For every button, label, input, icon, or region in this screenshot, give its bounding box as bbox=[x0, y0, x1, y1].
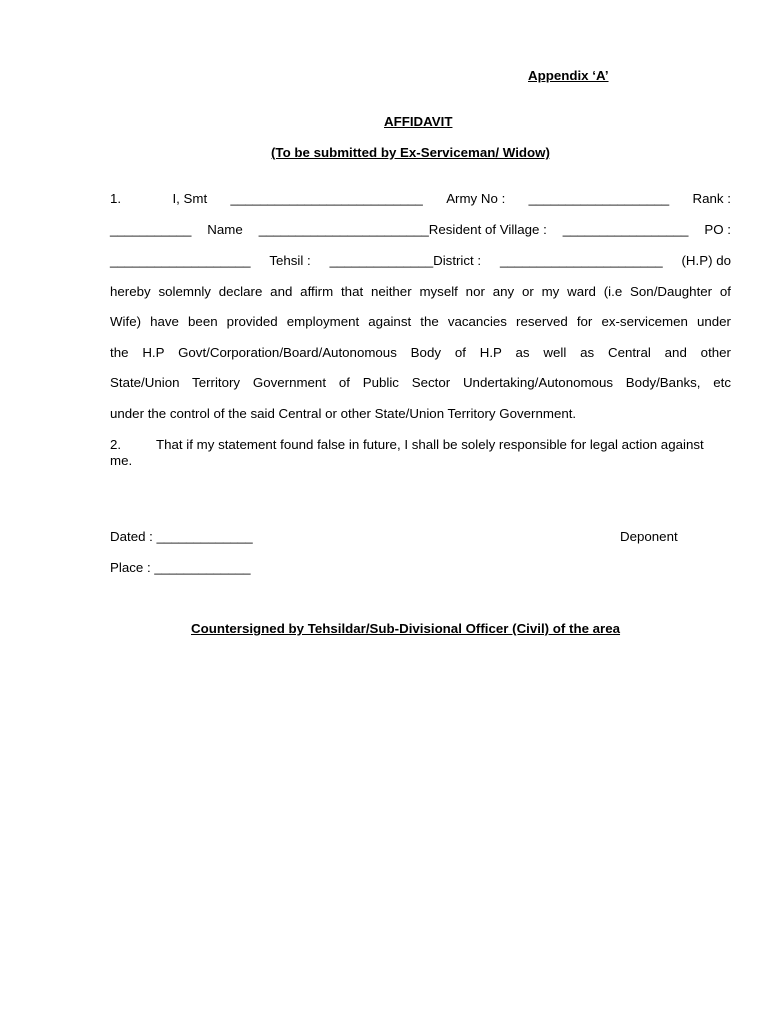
army-no-blank: ___________________ bbox=[528, 191, 670, 206]
para1-number: 1. bbox=[110, 191, 122, 206]
village-blank: _________________ bbox=[562, 222, 689, 237]
place-field: Place : _____________ bbox=[110, 560, 251, 575]
para2-number: 2. bbox=[110, 437, 122, 452]
tehsil-district-group bbox=[330, 253, 482, 268]
para1-line7: State/Union Territory Government of Public Sector Undertaking/Autonomous Body/Banks, etc bbox=[110, 375, 731, 390]
dated-field: Dated : _____________ bbox=[110, 529, 253, 544]
resident-village-label: Resident of Village : bbox=[428, 222, 547, 237]
para1-line5: Wife) have been provided employment against the vacancies reserved for ex-servicemen under bbox=[110, 314, 731, 329]
army-no-label: Army No : bbox=[446, 191, 506, 206]
affidavit-subtitle: (To be submitted by Ex-Serviceman/ Widow) bbox=[271, 145, 550, 160]
hp-do-text: (H.P) do bbox=[681, 253, 731, 268]
para1-line3 bbox=[110, 253, 731, 268]
district-label: District : bbox=[433, 253, 482, 268]
para2-text: That if my statement found false in future, I shall be solely responsible for legal action against me. bbox=[110, 437, 704, 468]
po-blank: ___________________ bbox=[110, 253, 251, 268]
para1-line4: hereby solemnly declare and affirm that neither myself nor any or my ward (i.e Son/Daughter of bbox=[110, 284, 731, 299]
para2 bbox=[110, 437, 710, 469]
para1-line1 bbox=[110, 191, 731, 206]
countersigned-heading: Countersigned by Tehsildar/Sub-Divisional Officer (Civil) of the area bbox=[191, 621, 621, 636]
rank-blank: ___________ bbox=[110, 222, 192, 237]
name-blank: _______________________ bbox=[258, 222, 429, 237]
name-label: Name bbox=[207, 222, 243, 237]
rank-label: Rank : bbox=[692, 191, 731, 206]
deponent-label: Deponent bbox=[620, 529, 678, 544]
affidavit-title: AFFIDAVIT bbox=[384, 114, 453, 129]
name-resident-group bbox=[259, 222, 547, 237]
smt-blank: __________________________ bbox=[230, 191, 423, 206]
district-blank: ______________________ bbox=[499, 253, 663, 268]
appendix-heading: Appendix ‘A’ bbox=[528, 68, 609, 83]
para1-line2 bbox=[110, 222, 731, 237]
i-smt-label: I, Smt bbox=[172, 191, 208, 206]
para1-line8: under the control of the said Central or other State/Union Territory Government. bbox=[110, 406, 577, 421]
para1-line6: the H.P Govt/Corporation/Board/Autonomous Body of H.P as well as Central and other bbox=[110, 345, 731, 360]
tehsil-blank: ______________ bbox=[329, 253, 434, 268]
po-label: PO : bbox=[704, 222, 731, 237]
tehsil-label: Tehsil : bbox=[269, 253, 311, 268]
